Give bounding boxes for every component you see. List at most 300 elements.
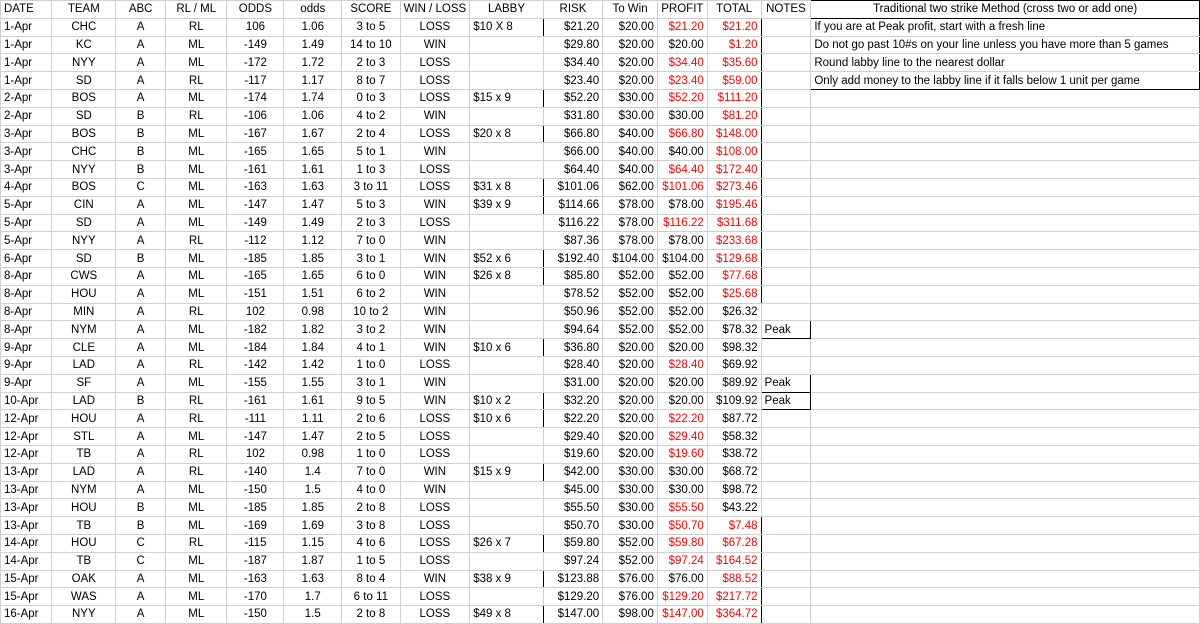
row-team[interactable]: STL [52,428,116,446]
row-to-win[interactable]: $30.00 [603,517,658,535]
row-rl-ml[interactable]: RL [166,410,227,428]
row-team[interactable]: CIN [52,196,116,214]
row-team[interactable]: CHC [52,18,116,36]
row-labby[interactable] [470,72,544,90]
row-profit[interactable]: $66.80 [657,125,707,143]
row-win-loss[interactable]: WIN [400,481,470,499]
row-score[interactable]: 14 to 10 [342,36,400,54]
row-odds-decimal[interactable]: 1.63 [284,570,342,588]
row-score[interactable]: 2 to 8 [342,606,400,624]
row-rl-ml[interactable]: RL [166,534,227,552]
row-rl-ml[interactable]: ML [166,499,227,517]
row-odds-decimal[interactable]: 1.65 [284,267,342,285]
row-to-win[interactable]: $52.00 [603,267,658,285]
row-abc[interactable]: C [116,178,166,196]
row-profit[interactable]: $55.50 [657,499,707,517]
row-abc[interactable]: A [116,303,166,321]
row-score[interactable]: 3 to 2 [342,321,400,339]
row-team[interactable]: NYM [52,321,116,339]
row-note[interactable] [761,606,811,624]
row-total[interactable]: $98.32 [707,339,761,357]
row-date[interactable]: 8-Apr [1,303,52,321]
row-rl-ml[interactable]: ML [166,125,227,143]
row-risk[interactable]: $34.40 [543,54,602,72]
row-abc[interactable]: A [116,445,166,463]
row-odds-decimal[interactable]: 1.65 [284,143,342,161]
row-abc[interactable]: A [116,72,166,90]
row-risk[interactable]: $147.00 [543,606,602,624]
row-to-win[interactable]: $104.00 [603,250,658,268]
header-abc[interactable]: ABC [116,1,166,19]
row-score[interactable]: 8 to 7 [342,72,400,90]
empty-cell[interactable] [811,392,1200,410]
header-score[interactable]: SCORE [342,1,400,19]
row-date[interactable]: 9-Apr [1,356,52,374]
row-abc[interactable]: A [116,36,166,54]
row-team[interactable]: LAD [52,392,116,410]
row-date[interactable]: 8-Apr [1,267,52,285]
row-note[interactable] [761,534,811,552]
row-note[interactable] [761,356,811,374]
row-abc[interactable]: B [116,517,166,535]
row-score[interactable]: 2 to 6 [342,410,400,428]
row-labby[interactable] [470,356,544,374]
row-win-loss[interactable]: WIN [400,107,470,125]
row-rl-ml[interactable]: ML [166,36,227,54]
row-team[interactable]: SF [52,374,116,392]
row-team[interactable]: SD [52,250,116,268]
row-odds[interactable]: -184 [227,339,284,357]
row-date[interactable]: 15-Apr [1,588,52,606]
row-abc[interactable]: A [116,339,166,357]
row-date[interactable]: 5-Apr [1,232,52,250]
row-note[interactable]: Peak [761,392,811,410]
row-to-win[interactable]: $20.00 [603,428,658,446]
row-note[interactable] [761,285,811,303]
row-score[interactable]: 1 to 5 [342,552,400,570]
empty-cell[interactable] [811,143,1200,161]
row-rl-ml[interactable]: RL [166,107,227,125]
header-risk[interactable]: RISK [543,1,602,19]
row-team[interactable]: HOU [52,410,116,428]
row-date[interactable]: 9-Apr [1,374,52,392]
row-risk[interactable]: $101.06 [543,178,602,196]
row-labby[interactable]: $15 x 9 [470,463,544,481]
row-labby[interactable]: $20 x 8 [470,125,544,143]
empty-cell[interactable] [811,125,1200,143]
row-date[interactable]: 16-Apr [1,606,52,624]
row-score[interactable]: 3 to 8 [342,517,400,535]
row-to-win[interactable]: $98.00 [603,606,658,624]
row-odds-decimal[interactable]: 1.5 [284,481,342,499]
header-odds[interactable]: ODDS [227,1,284,19]
row-note[interactable] [761,588,811,606]
row-odds[interactable]: -150 [227,606,284,624]
row-abc[interactable]: B [116,143,166,161]
row-note[interactable] [761,125,811,143]
row-risk[interactable]: $22.20 [543,410,602,428]
row-abc[interactable]: C [116,552,166,570]
row-abc[interactable]: A [116,588,166,606]
row-total[interactable]: $77.68 [707,267,761,285]
row-rl-ml[interactable]: RL [166,392,227,410]
row-total[interactable]: $129.68 [707,250,761,268]
row-date[interactable]: 1-Apr [1,54,52,72]
row-odds[interactable]: -185 [227,499,284,517]
row-win-loss[interactable]: LOSS [400,445,470,463]
row-team[interactable]: CWS [52,267,116,285]
row-to-win[interactable]: $62.00 [603,178,658,196]
empty-cell[interactable] [811,214,1200,232]
row-team[interactable]: LAD [52,463,116,481]
row-total[interactable]: $109.92 [707,392,761,410]
row-risk[interactable]: $31.80 [543,107,602,125]
row-profit[interactable]: $52.00 [657,285,707,303]
empty-cell[interactable] [811,267,1200,285]
row-profit[interactable]: $52.20 [657,89,707,107]
row-win-loss[interactable]: LOSS [400,178,470,196]
row-total[interactable]: $38.72 [707,445,761,463]
row-team[interactable]: BOS [52,178,116,196]
empty-cell[interactable] [811,250,1200,268]
row-to-win[interactable]: $40.00 [603,161,658,179]
row-date[interactable]: 14-Apr [1,552,52,570]
row-profit[interactable]: $52.00 [657,267,707,285]
row-abc[interactable]: A [116,481,166,499]
row-profit[interactable]: $116.22 [657,214,707,232]
row-odds[interactable]: -165 [227,143,284,161]
row-rl-ml[interactable]: ML [166,552,227,570]
row-score[interactable]: 6 to 0 [342,267,400,285]
row-win-loss[interactable]: LOSS [400,214,470,232]
row-odds-decimal[interactable]: 1.15 [284,534,342,552]
empty-cell[interactable] [811,232,1200,250]
row-odds-decimal[interactable]: 1.06 [284,18,342,36]
row-win-loss[interactable]: WIN [400,321,470,339]
empty-cell[interactable] [811,339,1200,357]
row-risk[interactable]: $31.00 [543,374,602,392]
header-win-loss[interactable]: WIN / LOSS [400,1,470,19]
row-odds[interactable]: -142 [227,356,284,374]
row-odds[interactable]: -115 [227,534,284,552]
row-note[interactable] [761,570,811,588]
row-win-loss[interactable]: WIN [400,267,470,285]
row-to-win[interactable]: $20.00 [603,356,658,374]
row-date[interactable]: 8-Apr [1,285,52,303]
row-abc[interactable]: A [116,356,166,374]
row-score[interactable]: 4 to 1 [342,339,400,357]
row-win-loss[interactable]: WIN [400,196,470,214]
row-labby[interactable] [470,285,544,303]
row-team[interactable]: SD [52,214,116,232]
row-abc[interactable]: A [116,89,166,107]
row-date[interactable]: 2-Apr [1,89,52,107]
row-team[interactable]: LAD [52,356,116,374]
row-odds-decimal[interactable]: 1.47 [284,196,342,214]
row-rl-ml[interactable]: ML [166,178,227,196]
empty-cell[interactable] [811,161,1200,179]
row-team[interactable]: HOU [52,499,116,517]
row-odds[interactable]: -174 [227,89,284,107]
row-profit[interactable]: $19.60 [657,445,707,463]
row-win-loss[interactable]: LOSS [400,72,470,90]
row-to-win[interactable]: $20.00 [603,410,658,428]
empty-cell[interactable] [811,303,1200,321]
empty-cell[interactable] [811,89,1200,107]
empty-cell[interactable] [811,428,1200,446]
row-score[interactable]: 2 to 8 [342,499,400,517]
side-note[interactable]: If you are at Peak profit, start with a fresh line [811,18,1200,36]
row-team[interactable]: NYY [52,232,116,250]
row-risk[interactable]: $192.40 [543,250,602,268]
row-odds-decimal[interactable]: 1.49 [284,36,342,54]
row-profit[interactable]: $64.40 [657,161,707,179]
row-date[interactable]: 12-Apr [1,410,52,428]
row-to-win[interactable]: $30.00 [603,107,658,125]
row-note[interactable] [761,36,811,54]
row-to-win[interactable]: $52.00 [603,552,658,570]
row-date[interactable]: 9-Apr [1,339,52,357]
empty-cell[interactable] [811,178,1200,196]
row-score[interactable]: 3 to 11 [342,178,400,196]
row-odds[interactable]: -147 [227,428,284,446]
row-risk[interactable]: $32.20 [543,392,602,410]
row-date[interactable]: 5-Apr [1,196,52,214]
row-profit[interactable]: $20.00 [657,339,707,357]
row-labby[interactable] [470,36,544,54]
row-win-loss[interactable]: LOSS [400,499,470,517]
row-risk[interactable]: $114.66 [543,196,602,214]
row-total[interactable]: $98.72 [707,481,761,499]
row-total[interactable]: $68.72 [707,463,761,481]
row-odds[interactable]: -111 [227,410,284,428]
row-note[interactable] [761,445,811,463]
row-risk[interactable]: $66.80 [543,125,602,143]
row-odds-decimal[interactable]: 1.49 [284,214,342,232]
row-total[interactable]: $233.68 [707,232,761,250]
row-date[interactable]: 3-Apr [1,125,52,143]
row-score[interactable]: 6 to 2 [342,285,400,303]
row-odds-decimal[interactable]: 1.74 [284,89,342,107]
row-odds[interactable]: -163 [227,570,284,588]
row-risk[interactable]: $50.96 [543,303,602,321]
row-labby[interactable]: $10 x 6 [470,410,544,428]
row-total[interactable]: $7.48 [707,517,761,535]
row-rl-ml[interactable]: ML [166,428,227,446]
row-labby[interactable] [470,588,544,606]
row-odds[interactable]: -165 [227,267,284,285]
row-rl-ml[interactable]: RL [166,18,227,36]
row-to-win[interactable]: $30.00 [603,463,658,481]
header-notes[interactable]: NOTES [761,1,811,19]
row-odds-decimal[interactable]: 1.85 [284,499,342,517]
row-date[interactable]: 3-Apr [1,143,52,161]
row-win-loss[interactable]: WIN [400,570,470,588]
row-note[interactable] [761,54,811,72]
row-risk[interactable]: $36.80 [543,339,602,357]
row-to-win[interactable]: $20.00 [603,36,658,54]
row-total[interactable]: $88.52 [707,570,761,588]
row-risk[interactable]: $19.60 [543,445,602,463]
row-to-win[interactable]: $52.00 [603,303,658,321]
row-risk[interactable]: $42.00 [543,463,602,481]
row-total[interactable]: $87.72 [707,410,761,428]
row-risk[interactable]: $123.88 [543,570,602,588]
row-date[interactable]: 6-Apr [1,250,52,268]
row-labby[interactable]: $26 x 7 [470,534,544,552]
row-to-win[interactable]: $30.00 [603,481,658,499]
row-team[interactable]: BOS [52,89,116,107]
row-date[interactable]: 13-Apr [1,499,52,517]
row-risk[interactable]: $45.00 [543,481,602,499]
row-total[interactable]: $111.20 [707,89,761,107]
row-labby[interactable] [470,517,544,535]
row-risk[interactable]: $116.22 [543,214,602,232]
row-win-loss[interactable]: WIN [400,232,470,250]
row-to-win[interactable]: $20.00 [603,392,658,410]
row-labby[interactable] [470,107,544,125]
empty-cell[interactable] [811,517,1200,535]
row-to-win[interactable]: $52.00 [603,321,658,339]
row-odds-decimal[interactable]: 1.61 [284,161,342,179]
row-rl-ml[interactable]: ML [166,374,227,392]
row-risk[interactable]: $59.80 [543,534,602,552]
row-win-loss[interactable]: LOSS [400,428,470,446]
row-risk[interactable]: $78.52 [543,285,602,303]
row-rl-ml[interactable]: ML [166,588,227,606]
row-odds-decimal[interactable]: 0.98 [284,445,342,463]
side-note[interactable]: Round labby line to the nearest dollar [811,54,1200,72]
row-note[interactable] [761,267,811,285]
row-odds[interactable]: -182 [227,321,284,339]
row-team[interactable]: OAK [52,570,116,588]
row-risk[interactable]: $94.64 [543,321,602,339]
row-profit[interactable]: $20.00 [657,36,707,54]
row-date[interactable]: 14-Apr [1,534,52,552]
row-note[interactable] [761,214,811,232]
row-note[interactable] [761,428,811,446]
row-date[interactable]: 5-Apr [1,214,52,232]
row-win-loss[interactable]: LOSS [400,125,470,143]
row-total[interactable]: $1.20 [707,36,761,54]
row-score[interactable]: 2 to 4 [342,125,400,143]
row-rl-ml[interactable]: ML [166,54,227,72]
row-note[interactable] [761,143,811,161]
row-odds[interactable]: -163 [227,178,284,196]
empty-cell[interactable] [811,570,1200,588]
row-profit[interactable]: $30.00 [657,463,707,481]
row-score[interactable]: 3 to 5 [342,18,400,36]
row-risk[interactable]: $55.50 [543,499,602,517]
row-win-loss[interactable]: LOSS [400,18,470,36]
row-team[interactable]: WAS [52,588,116,606]
row-abc[interactable]: A [116,214,166,232]
row-team[interactable]: NYY [52,54,116,72]
row-odds-decimal[interactable]: 1.69 [284,517,342,535]
row-win-loss[interactable]: WIN [400,392,470,410]
row-profit[interactable]: $59.80 [657,534,707,552]
row-score[interactable]: 9 to 5 [342,392,400,410]
row-labby[interactable] [470,161,544,179]
row-profit[interactable]: $147.00 [657,606,707,624]
row-win-loss[interactable]: LOSS [400,410,470,428]
row-score[interactable]: 0 to 3 [342,89,400,107]
row-to-win[interactable]: $52.00 [603,285,658,303]
row-profit[interactable]: $34.40 [657,54,707,72]
row-odds-decimal[interactable]: 1.5 [284,606,342,624]
row-odds-decimal[interactable]: 1.85 [284,250,342,268]
row-team[interactable]: NYM [52,481,116,499]
row-team[interactable]: TB [52,552,116,570]
row-note[interactable] [761,107,811,125]
row-risk[interactable]: $28.40 [543,356,602,374]
row-odds-decimal[interactable]: 1.87 [284,552,342,570]
row-team[interactable]: BOS [52,125,116,143]
header-team[interactable]: TEAM [52,1,116,19]
row-risk[interactable]: $29.40 [543,428,602,446]
row-abc[interactable]: B [116,107,166,125]
row-score[interactable]: 7 to 0 [342,463,400,481]
row-odds-decimal[interactable]: 1.63 [284,178,342,196]
row-note[interactable] [761,481,811,499]
row-odds-decimal[interactable]: 1.67 [284,125,342,143]
empty-cell[interactable] [811,196,1200,214]
header-date[interactable]: DATE [1,1,52,19]
row-total[interactable]: $164.52 [707,552,761,570]
row-rl-ml[interactable]: RL [166,232,227,250]
row-team[interactable]: CHC [52,143,116,161]
row-labby[interactable] [470,374,544,392]
row-labby[interactable] [470,303,544,321]
row-score[interactable]: 1 to 0 [342,356,400,374]
row-labby[interactable]: $39 x 9 [470,196,544,214]
row-odds[interactable]: -147 [227,196,284,214]
row-note[interactable] [761,72,811,90]
row-note[interactable]: Peak [761,321,811,339]
row-abc[interactable]: A [116,374,166,392]
row-total[interactable]: $59.00 [707,72,761,90]
row-win-loss[interactable]: WIN [400,463,470,481]
row-profit[interactable]: $101.06 [657,178,707,196]
row-score[interactable]: 7 to 0 [342,232,400,250]
row-win-loss[interactable]: LOSS [400,54,470,72]
row-win-loss[interactable]: WIN [400,36,470,54]
row-to-win[interactable]: $78.00 [603,232,658,250]
row-score[interactable]: 5 to 3 [342,196,400,214]
row-abc[interactable]: B [116,161,166,179]
row-team[interactable]: NYY [52,161,116,179]
row-odds[interactable]: -155 [227,374,284,392]
row-to-win[interactable]: $30.00 [603,499,658,517]
row-odds-decimal[interactable]: 1.12 [284,232,342,250]
row-date[interactable]: 10-Apr [1,392,52,410]
row-score[interactable]: 6 to 11 [342,588,400,606]
row-to-win[interactable]: $20.00 [603,18,658,36]
row-labby[interactable] [470,232,544,250]
row-score[interactable]: 2 to 3 [342,214,400,232]
row-note[interactable] [761,552,811,570]
row-win-loss[interactable]: WIN [400,250,470,268]
row-win-loss[interactable]: LOSS [400,534,470,552]
row-profit[interactable]: $21.20 [657,18,707,36]
row-profit[interactable]: $30.00 [657,107,707,125]
empty-cell[interactable] [811,321,1200,339]
row-risk[interactable]: $97.24 [543,552,602,570]
row-win-loss[interactable]: LOSS [400,606,470,624]
row-to-win[interactable]: $52.00 [603,534,658,552]
empty-cell[interactable] [811,552,1200,570]
side-note[interactable]: Only add money to the labby line if it falls below 1 unit per game [811,72,1200,90]
